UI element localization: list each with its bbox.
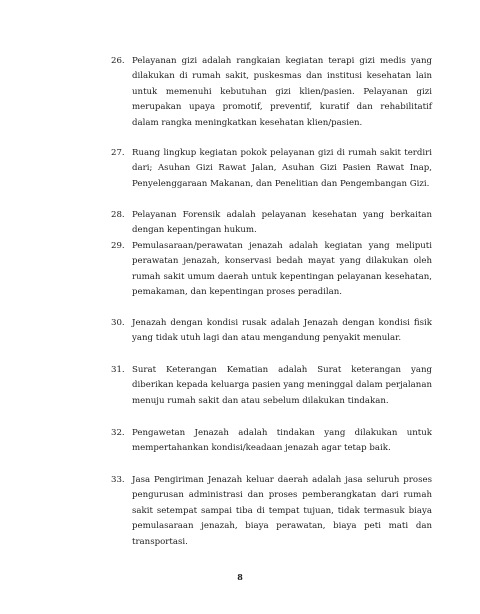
item-text: Pelayanan Forensik adalah pelayanan kesehatan yang berkaitan dengan kepentingan hukum. <box>132 210 432 236</box>
item-number: 27. <box>111 148 125 158</box>
list-item-33 <box>111 473 432 550</box>
item-number: 26. <box>111 56 125 66</box>
page-number: 8 <box>237 572 243 582</box>
list-item-30 <box>111 316 432 347</box>
list-item-26 <box>111 54 432 131</box>
list-item-28 <box>111 208 432 239</box>
item-number: 30. <box>111 318 125 328</box>
item-text: Pengawetan Jenazah adalah tindakan yang dilakukan untuk mempertahankan kondisi/keadaan jenazah agar tetap baik. <box>132 428 432 454</box>
item-text: Jenazah dengan kondisi rusak adalah Jenazah dengan kondisi fisik yang tidak utuh lagi dan atau mengandung penyakit menular. <box>132 318 432 344</box>
item-text: Surat Keterangan Kematian adalah Surat keterangan yang diberikan kepada keluarga pasien yang meninggal dalam perjalanan menuju rumah sakit dan atau sebelum dilakukan tindakan. <box>132 365 432 406</box>
item-text: Pemulasaraan/perawatan jenazah adalah kegiatan yang meliputi perawatan jenazah, konservasi bedah mayat yang dilakukan oleh rumah sakit umum daerah untuk kepentingan pelayanan kesehatan, pemakaman, dan kepentingan proses peradilan. <box>132 241 432 298</box>
item-number: 31. <box>111 365 125 375</box>
item-number: 33. <box>111 475 125 485</box>
item-text: Pelayanan gizi adalah rangkaian kegiatan terapi gizi medis yang dilakukan di rumah sakit, puskesmas dan institusi kesehatan lain untuk memenuhi kebutuhan gizi klien/pasien. Pelayanan gizi merupakan upaya promotif, preventif, kuratif dan rehabilitatif dalam rangka meningkatkan kesehatan klien/pasien. <box>132 56 432 128</box>
item-text: Jasa Pengiriman Jenazah keluar daerah adalah jasa seluruh proses pengurusan administrasi dan proses pemberangkatan dari rumah sakit setempat sampai tiba di tempat tujuan, tidak termasuk biaya pemulasaraan jenazah, biaya perawatan, biaya peti mati dan transportasi. <box>132 475 432 547</box>
list-item-32 <box>111 426 432 457</box>
item-number: 28. <box>111 210 125 220</box>
item-number: 32. <box>111 428 125 438</box>
item-number: 29. <box>111 241 125 251</box>
list-item-27 <box>111 146 432 192</box>
list-item-31 <box>111 363 432 409</box>
list-item-29 <box>111 239 432 301</box>
item-text: Ruang lingkup kegiatan pokok pelayanan gizi di rumah sakit terdiri dari; Asuhan Gizi Rawat Jalan, Asuhan Gizi Pasien Rawat Inap, Penyelenggaraan Makanan, dan Penelitian dan Pengembangan Gizi. <box>132 148 432 189</box>
